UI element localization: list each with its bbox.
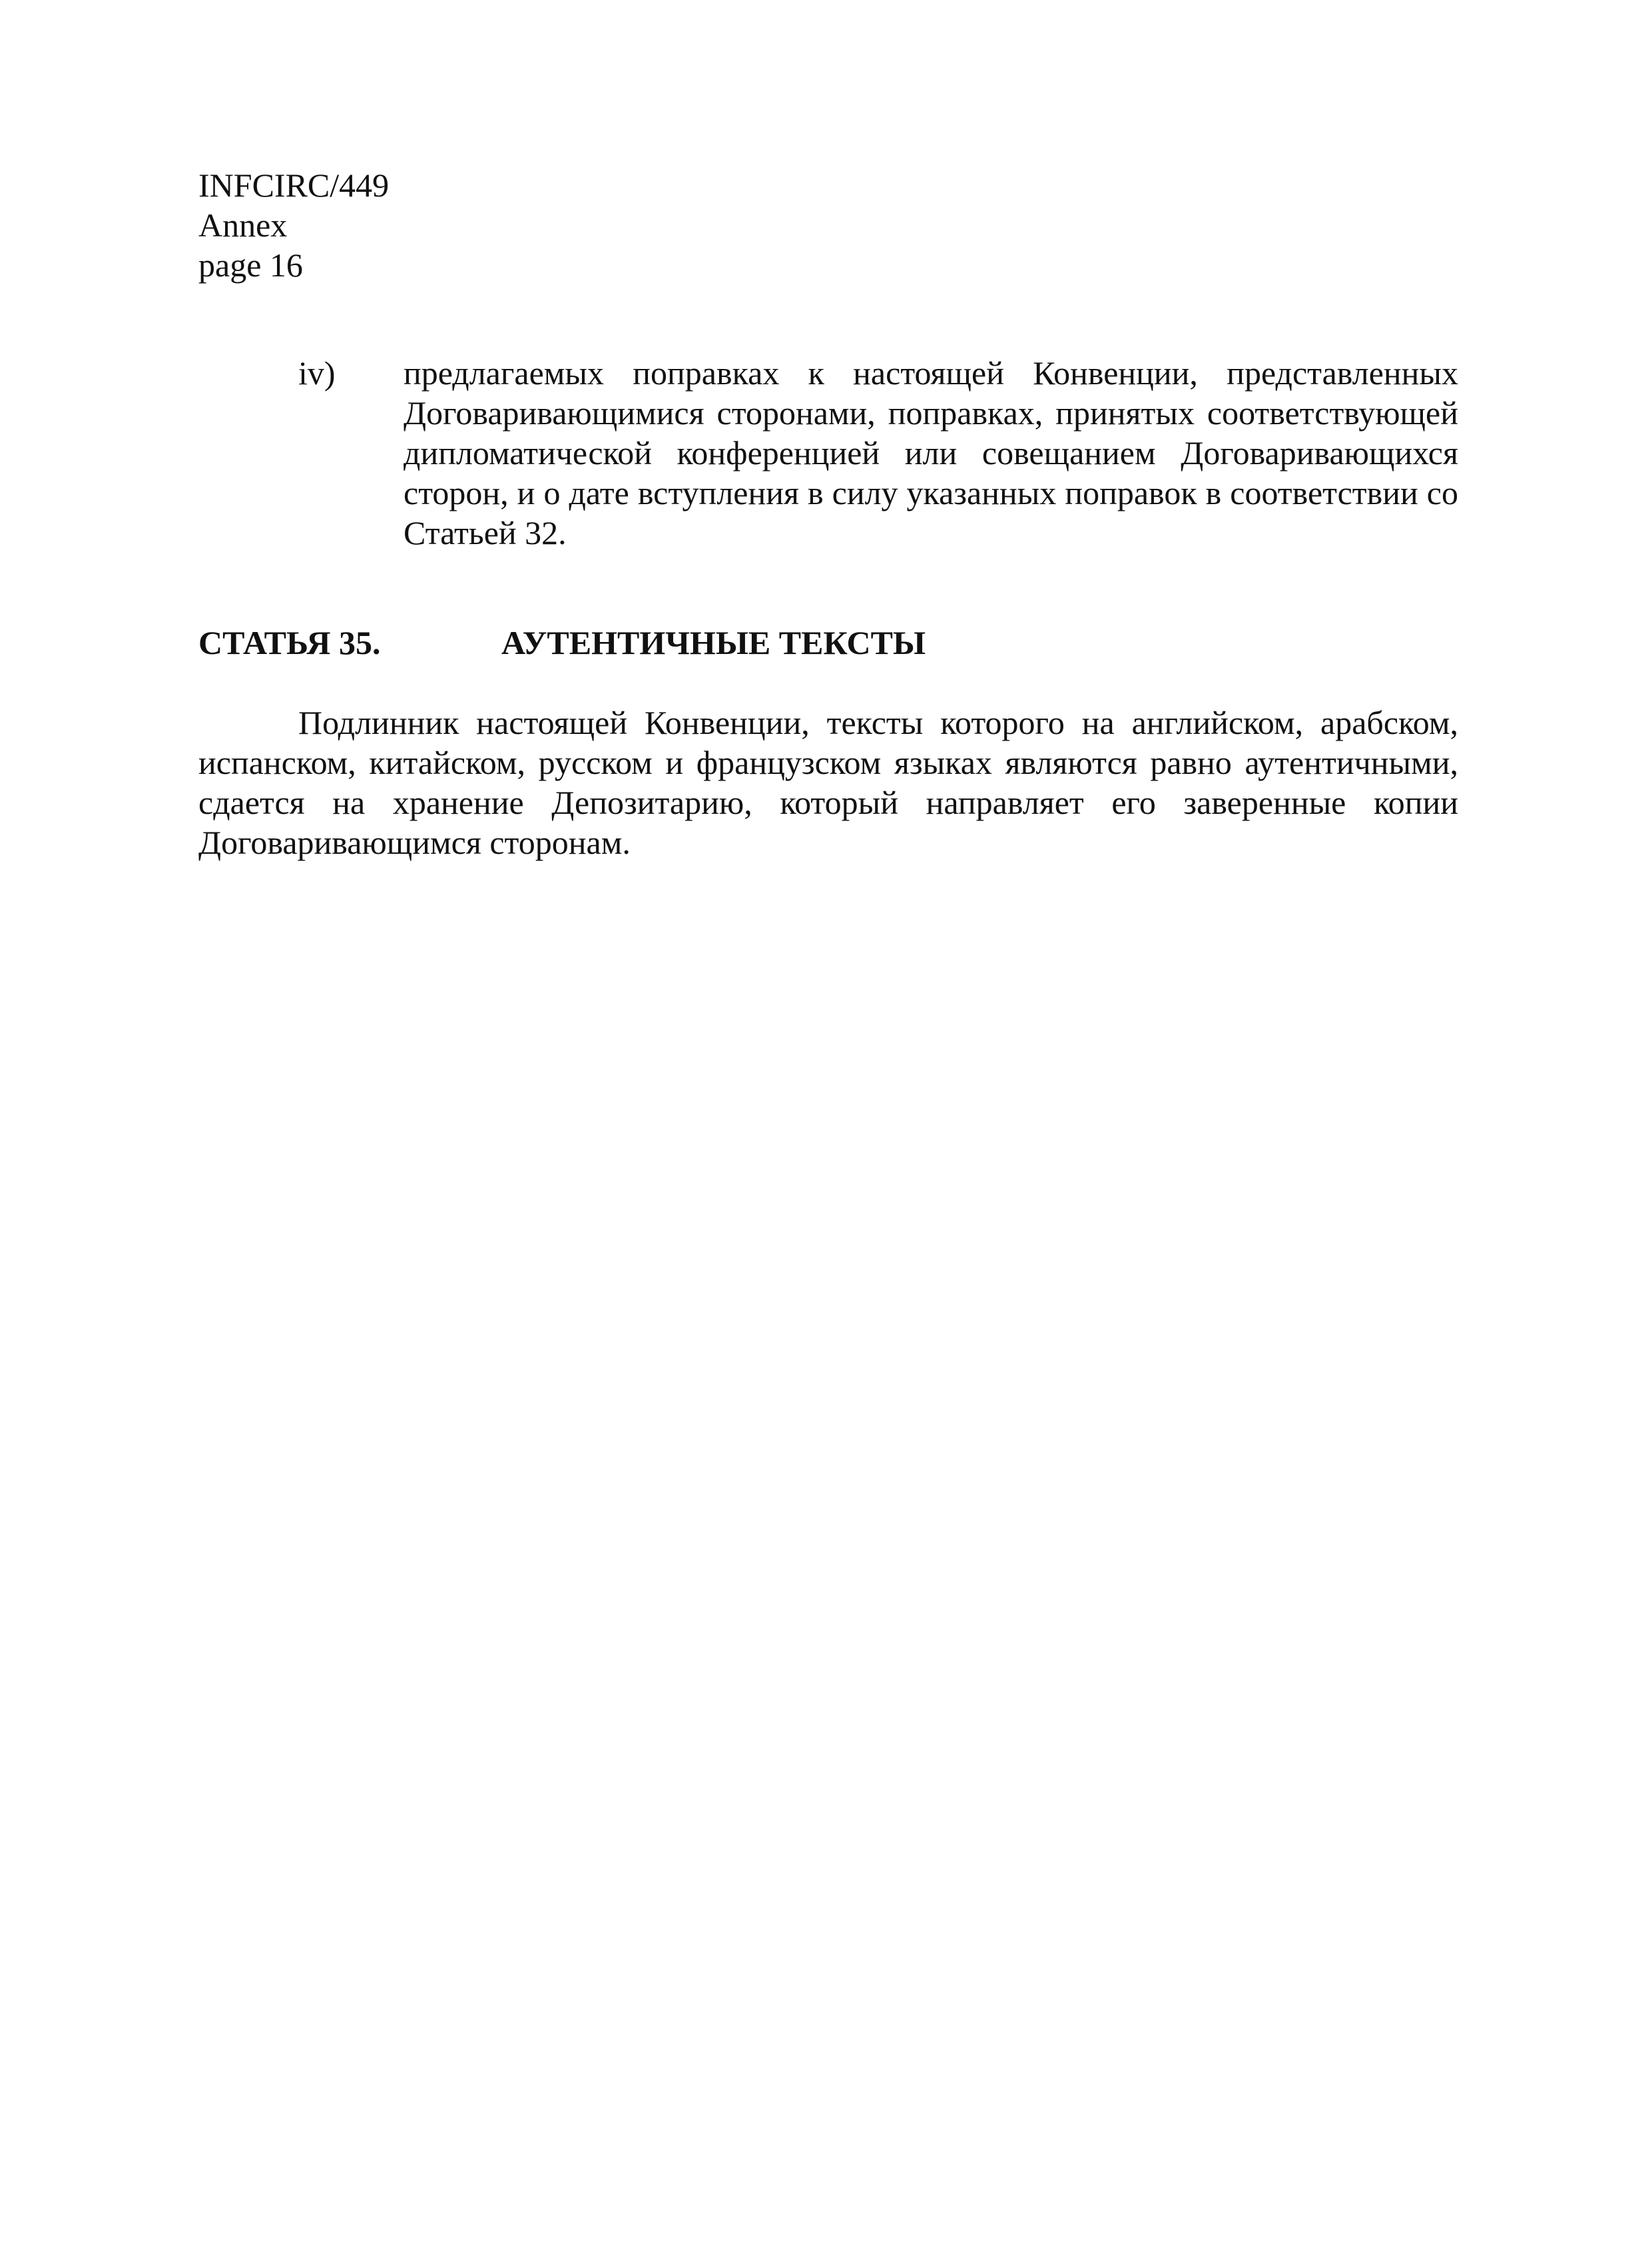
article-title: АУТЕНТИЧНЫЕ ТЕКСТЫ bbox=[501, 624, 926, 661]
article-number: СТАТЬЯ 35. bbox=[198, 624, 381, 661]
document-symbol: INFCIRC/449 bbox=[198, 166, 390, 204]
list-item-marker: iv) bbox=[298, 354, 336, 392]
article-body: Подлинник настоящей Конвенции, тексты которого на английском, арабском, испанском, китайском, русском и французском языках являются равно аутентичными, сдается на хранение Депозитарию, который направляет его заверенные копии Договаривающимся сторонам. bbox=[198, 704, 1458, 861]
document-section: Annex bbox=[198, 206, 288, 244]
page-number: page 16 bbox=[198, 246, 303, 284]
list-item-text: предлагаемых поправках к настоящей Конвенции, представленных Договаривающимися сторонами, поправках, принятых соответствующей дипломатической конференцией или совещанием Договаривающихся сторон, и о дате вступления в силу указанных поправок в соответствии со Статьей 32. bbox=[404, 354, 1458, 551]
document-header bbox=[198, 165, 389, 285]
